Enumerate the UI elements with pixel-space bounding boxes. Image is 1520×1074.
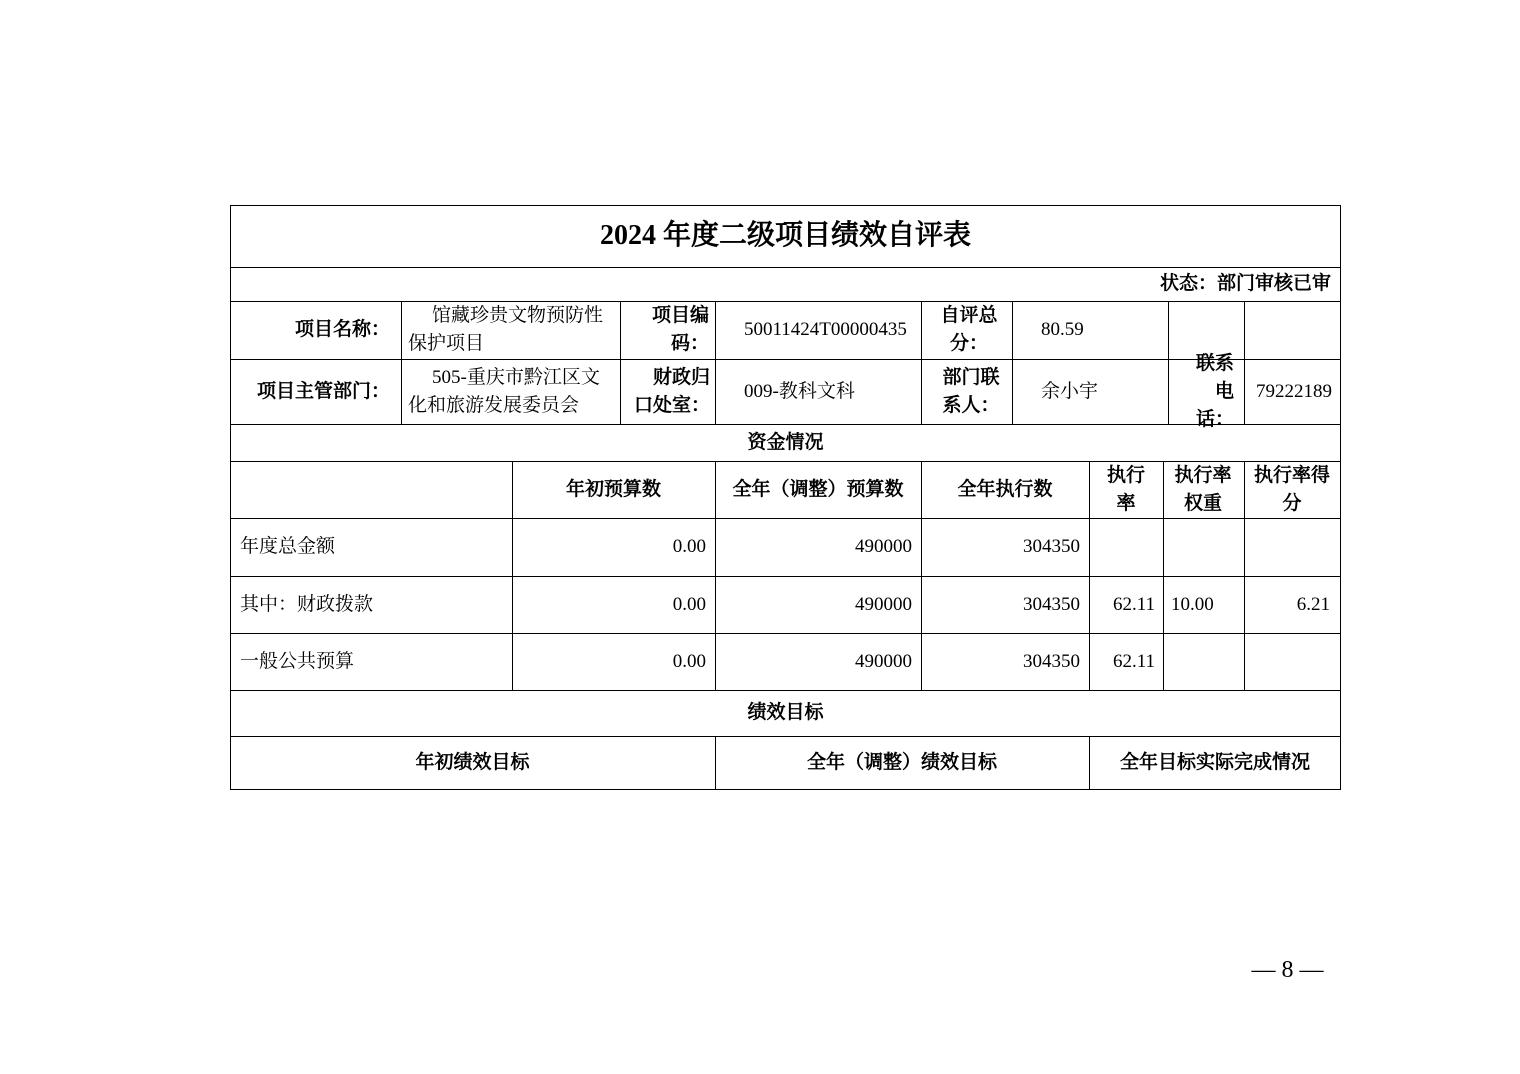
- finance-office-value: 009-教科文科: [744, 380, 855, 402]
- header-rate-score: 执行率得分: [1254, 464, 1331, 514]
- phone-value: 79222189: [1256, 380, 1332, 402]
- finance-office-label: 财政归口处室：: [633, 366, 710, 416]
- adjusted-budget-value: 490000: [855, 593, 912, 615]
- header-executed: 全年执行数: [957, 478, 1053, 500]
- phone-label: 联系电话：: [1195, 352, 1235, 430]
- row-label: 一般公共预算: [240, 650, 355, 672]
- header-initial-budget: 年初预算数: [565, 478, 661, 500]
- self-score-label: 自评总分：: [940, 305, 998, 354]
- header-rate-weight: 执行率权重: [1174, 464, 1232, 514]
- status-label: 状态：部门审核已审: [1159, 273, 1331, 294]
- table-border-bottom: [230, 789, 1341, 790]
- department-label: 项目主管部门：: [256, 380, 390, 402]
- evaluation-table: [230, 205, 1341, 790]
- rate-score-value: [1244, 518, 1330, 576]
- header-initial-goals: 年初绩效目标: [415, 751, 530, 773]
- execution-rate-value: 62.11: [1112, 650, 1155, 672]
- table-line: [1012, 301, 1013, 424]
- table-line: [715, 301, 716, 424]
- header-adjusted-goals: 全年（调整）绩效目标: [806, 751, 997, 773]
- executed-value: 304350: [1023, 593, 1080, 615]
- row-label: 其中：财政拨款: [240, 593, 374, 615]
- table-line: [1244, 301, 1245, 424]
- header-execution-rate: 执行率: [1106, 464, 1145, 514]
- goals-section-title: 绩效目标: [747, 702, 824, 723]
- contact-label: 部门联系人：: [942, 366, 1000, 416]
- header-adjusted-budget: 全年（调整）预算数: [732, 478, 904, 500]
- rate-weight-value: 10.00: [1171, 593, 1214, 615]
- header-actual-completion: 全年目标实际完成情况: [1119, 751, 1310, 773]
- department-value: 505-重庆市黔江区文化和旅游发展委员会: [408, 366, 600, 416]
- table-line: [1163, 461, 1164, 690]
- rate-score-value: 6.21: [1296, 593, 1330, 615]
- table-line: [620, 301, 621, 424]
- project-code-value: 50011424T00000435: [744, 319, 907, 340]
- project-name-value: 馆藏珍贵文物预防性保护项目: [408, 305, 604, 354]
- page-title: 2024 年度二级项目绩效自评表: [599, 220, 971, 251]
- table-line: [1168, 301, 1169, 424]
- executed-value: 304350: [1023, 536, 1080, 557]
- rate-score-value: [1244, 633, 1330, 690]
- initial-budget-value: 0.00: [672, 536, 706, 557]
- table-line: [921, 301, 922, 424]
- contact-value: 余小宇: [1041, 380, 1099, 402]
- funds-section-title: 资金情况: [747, 431, 824, 453]
- row-label: 年度总金额: [240, 536, 336, 557]
- rate-weight-value: [1171, 518, 1241, 576]
- page-number: — 8 —: [1251, 956, 1324, 983]
- rate-weight-value: [1171, 633, 1241, 690]
- initial-budget-value: 0.00: [672, 650, 706, 672]
- project-name-label: 项目名称：: [294, 319, 390, 340]
- project-code-label: 项目编码：: [651, 305, 709, 354]
- adjusted-budget-value: 490000: [855, 536, 912, 557]
- adjusted-budget-value: 490000: [855, 650, 912, 672]
- self-score-value: 80.59: [1041, 319, 1084, 340]
- initial-budget-value: 0.00: [672, 593, 706, 615]
- executed-value: 304350: [1023, 650, 1080, 672]
- table-line: [401, 301, 402, 424]
- execution-rate-value: 62.11: [1112, 593, 1155, 615]
- execution-rate-value: [1089, 518, 1155, 576]
